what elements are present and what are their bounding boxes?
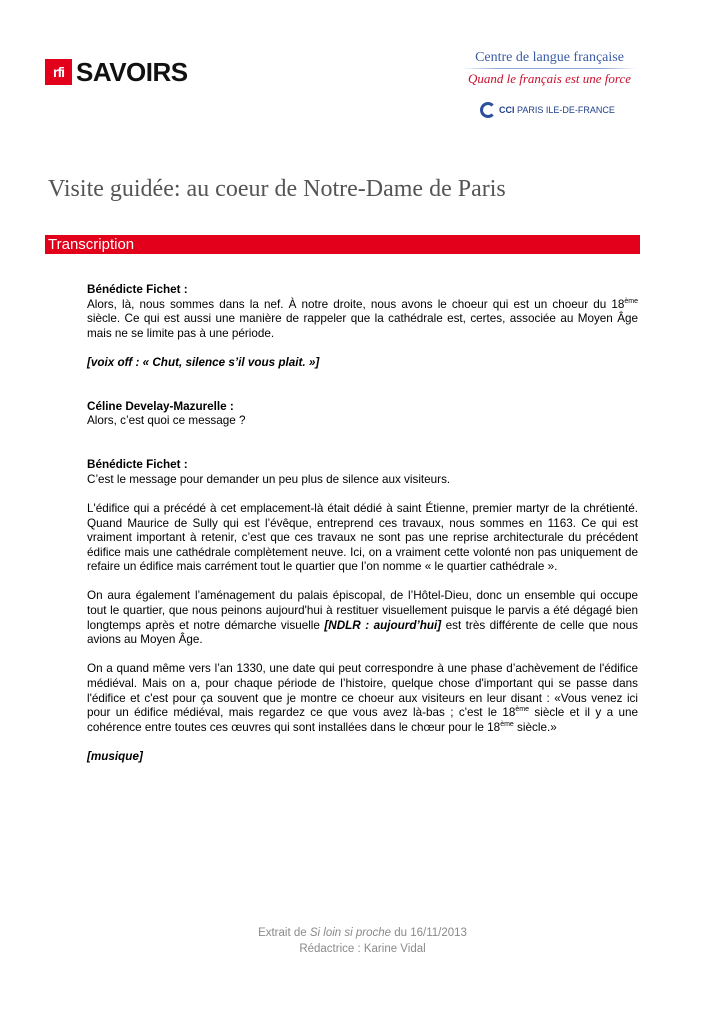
paragraph: On aura également l’aménagement du palais épiscopal, de l’Hôtel-Dieu, donc un ensemble qui occupe tout le quartier, que nous peinons aujourd'hui à restituer visuellement puisque le parvis a été dégagé bien longtemps après et notre démarche visuelle [NDLR : aujourd’hui] est très différente de celle que nous avions au Moyen Âge. [87,589,638,647]
paragraph: On a quand même vers l’an 1330, une date qui peut correspondre à une phase d’achèvement de l'édifice médiéval. Mais on a, pour chaque période de l’histoire, quelque chose d'important qui se passe dans l'édifice et c'est pour ça souvent que je montre ce choeur aux visiteurs en leur disant : «Vous venez ici pour un édifice médiéval, mais regardez ce que vous avez là-bas ; c'est le 18ème siècle et il y a une cohérence entre toutes ces œuvres qui sont installées dans le chœur pour le 18ème siècle.» [87,662,638,734]
speaker-name: Céline Develay-Mazurelle : [87,399,234,413]
editor-note: [NDLR : aujourd’hui] [324,618,442,632]
savoirs-wordmark: SAVOIRS [76,56,188,87]
speaker-name: Bénédicte Fichet : [87,458,188,472]
footer-source: Extrait de Si loin si proche du 16/11/2013 [258,927,467,939]
page-title: Visite guidée: au coeur de Notre-Dame de Paris [48,176,506,202]
voice-off-note: [voix off : « Chut, silence s’il vous plait. »] [87,355,320,369]
paragraph: C’est le message pour demander un peu plus de silence aux visiteurs. [87,472,451,486]
centre-langue-tagline: Quand le français est une force [467,71,632,86]
transcript-body [87,283,638,765]
paragraph: L'édifice qui a précédé à cet emplacement-là était dédié à saint Étienne, premier martyr de la chrétienté. Quand Maurice de Sully qui est l’évêque, entreprend ces travaux, nous sommes en 1163. Ce qui est vraiment important à retenir, c’est que ces travaux ne sont pas une reprise architecturale du précédent édifice mais une cathédrale complètement neuve. Ici, on a vraiment cette volonté non pas uniquement de refaire un édifice mais carrément tout le quartier que l’on nomme « le quartier cathédrale ». [87,501,638,574]
speaker-name: Bénédicte Fichet : [87,283,188,296]
music-note: [musique] [87,750,143,763]
paragraph: Alors, c’est quoi ce message ? [87,414,246,428]
paragraph: Alors, là, nous sommes dans la nef. À notre droite, nous avons le choeur qui est un choeur du 18ème siècle. Ce qui est aussi une manière de rappeler que la cathédrale est, certes, associée au Moyen Âge mais ne se limite pas à une période. [87,297,638,340]
centre-langue-logo [462,50,637,87]
logo-divider [462,68,637,69]
rfi-savoirs-logo [45,58,188,86]
cci-label: CCI PARIS ILE-DE-FRANCE [499,105,615,115]
footer-editor: Rédactrice : Karine Vidal [299,943,426,955]
footer [0,925,725,957]
cci-icon [480,102,496,118]
cci-logo [480,102,615,118]
section-header [45,235,640,254]
centre-langue-title: Centre de langue française [475,50,624,65]
show-name: Si loin si proche [309,927,392,939]
section-label: Transcription [48,236,135,253]
rfi-logo-mark: rfi [45,59,72,85]
